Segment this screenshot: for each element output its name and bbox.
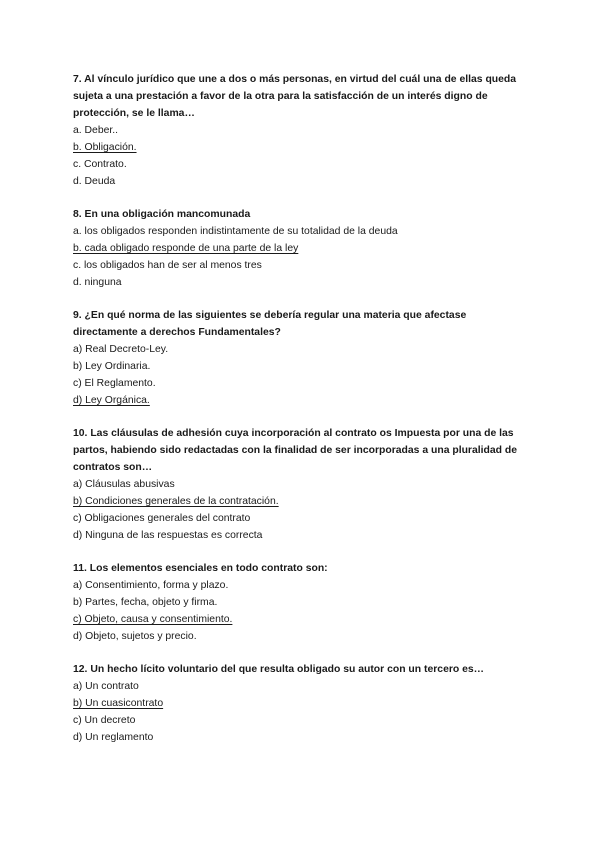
question-text: 11. Los elementos esenciales en todo contrato son:	[73, 563, 328, 574]
question-10	[73, 425, 533, 544]
option-d: d) Un reglamento	[73, 732, 154, 743]
option-c: c) El Reglamento.	[73, 378, 156, 389]
option-c: c. los obligados han de ser al menos tres	[73, 260, 262, 271]
option-c: c) Obligaciones generales del contrato	[73, 513, 251, 524]
option-a: a. los obligados responden indistintamente de su totalidad de la deuda	[73, 226, 398, 237]
option-a: a) Cláusulas abusivas	[73, 479, 175, 490]
option-a: a) Un contrato	[73, 681, 139, 692]
option-a: a) Consentimiento, forma y plazo.	[73, 580, 229, 591]
question-list	[73, 71, 533, 762]
question-text: 10. Las cláusulas de adhesión cuya incorporación al contrato os Impuesta por una de las partos, habiendo sido redactadas con la finalidad de ser incorporadas a una pluralidad de contratos son…	[73, 428, 518, 473]
question-7	[73, 71, 533, 190]
question-9	[73, 307, 533, 409]
option-b-correct: b. Obligación.	[73, 142, 137, 153]
option-d: d) Ninguna de las respuestas es correcta	[73, 530, 263, 541]
option-c: c. Contrato.	[73, 159, 127, 170]
question-8	[73, 206, 533, 291]
question-text: 7. Al vínculo jurídico que une a dos o más personas, en virtud del cuál una de ellas queda sujeta a una prestación a favor de la otra para la satisfacción de un interés digno de protección, se le llama…	[73, 74, 517, 119]
option-b: b) Ley Ordinaria.	[73, 361, 151, 372]
option-c: c) Un decreto	[73, 715, 136, 726]
option-a: a) Real Decreto-Ley.	[73, 344, 169, 355]
question-text: 9. ¿En qué norma de las siguientes se debería regular una materia que afectase directamente a derechos Fundamentales?	[73, 310, 467, 338]
question-11	[73, 560, 533, 645]
option-d: d. Deuda	[73, 176, 116, 187]
option-d: d) Objeto, sujetos y precio.	[73, 631, 197, 642]
option-a: a. Deber..	[73, 125, 119, 136]
option-b-correct: b. cada obligado responde de una parte de la ley	[73, 243, 299, 254]
option-d: d. ninguna	[73, 277, 122, 288]
option-b: b) Partes, fecha, objeto y firma.	[73, 597, 218, 608]
question-text: 8. En una obligación mancomunada	[73, 209, 251, 220]
question-text: 12. Un hecho lícito voluntario del que resulta obligado su autor con un tercero es…	[73, 664, 485, 675]
question-12	[73, 661, 533, 746]
option-d-correct: d) Ley Orgánica.	[73, 395, 150, 406]
option-c-correct: c) Objeto, causa y consentimiento.	[73, 614, 233, 625]
option-b-correct: b) Un cuasicontrato	[73, 698, 164, 709]
option-b-correct: b) Condiciones generales de la contratación.	[73, 496, 279, 507]
